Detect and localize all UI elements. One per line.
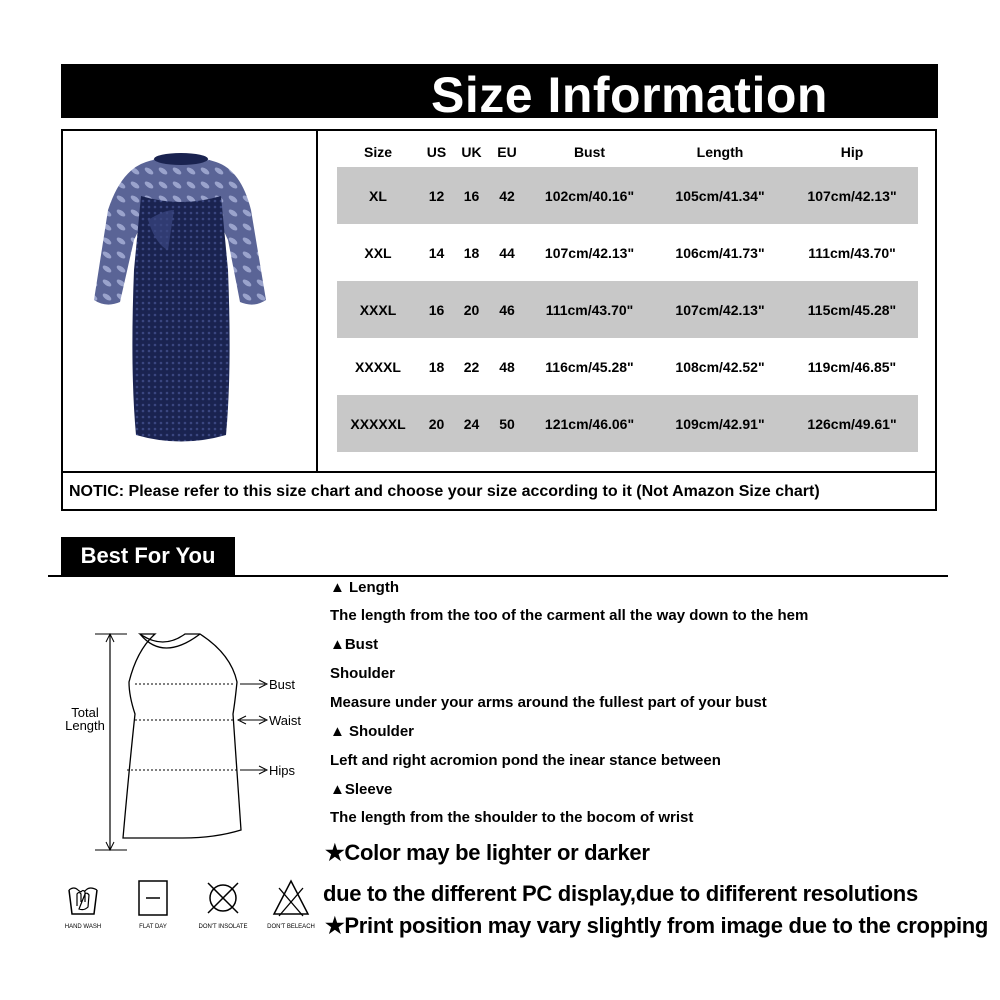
page-title: Size Information xyxy=(431,67,828,123)
column-header: Length xyxy=(696,144,744,160)
table-cell: 12 xyxy=(419,167,454,224)
table-cell: 20 xyxy=(454,281,489,338)
table-cell: 16 xyxy=(419,281,454,338)
print-note: ★Print position may vary slightly from image due to the cropping xyxy=(325,913,989,938)
table-cell: 18 xyxy=(463,244,480,261)
note-shoulder-text: Left and right acromion pond the inear stance between xyxy=(330,752,721,769)
column-header: EU xyxy=(497,144,517,160)
display-note: due to the different PC display,due to dififerent resolutions xyxy=(323,881,918,906)
table-cell: 116cm/45.28" xyxy=(545,358,634,375)
table-cell: 111cm/43.70" xyxy=(808,244,896,261)
table-cell: 14 xyxy=(428,244,445,261)
table-row xyxy=(337,395,918,452)
table-cell: 111cm/43.70" xyxy=(525,281,654,338)
color-note: ★Color may be lighter or darker xyxy=(325,840,650,865)
table-cell: XXXXL xyxy=(355,358,401,375)
note-length-text: The length from the too of the carment all the way down to the hem xyxy=(330,607,809,624)
column-header: US xyxy=(426,144,447,160)
table-row xyxy=(337,281,918,338)
table-cell: 16 xyxy=(454,167,489,224)
table-cell: XL xyxy=(337,167,419,224)
frame-divider-vertical xyxy=(316,129,318,472)
table-cell: 107cm/42.13" xyxy=(654,281,786,338)
measurement-diagram xyxy=(55,620,320,860)
size-table xyxy=(337,137,918,452)
table-cell: XXXXXL xyxy=(337,395,419,452)
waist-label: Waist xyxy=(269,713,302,728)
table-cell: 115cm/45.28" xyxy=(786,281,918,338)
care-item xyxy=(48,878,118,930)
care-item xyxy=(188,878,258,930)
dress-photo xyxy=(86,150,276,450)
table-cell: 102cm/40.16" xyxy=(525,167,654,224)
table-header-row xyxy=(337,137,918,167)
table-row xyxy=(337,224,918,281)
column-header: Bust xyxy=(573,144,606,160)
section-rule xyxy=(48,575,948,577)
table-cell: 24 xyxy=(454,395,489,452)
hand-wash-icon xyxy=(63,878,103,918)
table-cell: 107cm/42.13" xyxy=(786,167,918,224)
note-bust-heading: ▲Bust xyxy=(330,636,379,653)
table-cell: 42 xyxy=(489,167,525,224)
table-cell: 46 xyxy=(489,281,525,338)
column-header: Hip xyxy=(840,144,864,160)
table-row xyxy=(337,167,918,224)
table-row xyxy=(337,338,918,395)
table-cell: 105cm/41.34" xyxy=(654,167,786,224)
care-item xyxy=(118,878,188,930)
total-label: Total xyxy=(71,705,99,720)
table-cell: 121cm/46.06" xyxy=(525,395,654,452)
table-cell: 22 xyxy=(463,358,480,375)
table-cell: XXXL xyxy=(337,281,419,338)
bust-label: Bust xyxy=(269,677,296,692)
flat-dry-icon xyxy=(133,878,173,918)
care-item xyxy=(256,878,326,930)
table-cell: 18 xyxy=(428,358,445,375)
note-shoulder-heading: ▲ Shoulder xyxy=(330,723,415,740)
note-bust-text: Measure under your arms around the fullest part of your bust xyxy=(330,694,767,711)
table-cell: 50 xyxy=(489,395,525,452)
total-length-arrow xyxy=(95,634,127,850)
dress-outline xyxy=(123,634,241,838)
table-cell: 119cm/46.85" xyxy=(807,358,897,375)
table-cell: 20 xyxy=(419,395,454,452)
table-cell: 44 xyxy=(499,244,515,261)
table-cell: 107cm/42.13" xyxy=(544,244,635,261)
table-cell: XXL xyxy=(364,244,392,261)
do-not-tumble-icon xyxy=(203,878,243,918)
length-label: Length xyxy=(65,718,105,733)
care-label: HAND WASH xyxy=(64,924,102,930)
note-shoulder-label: Shoulder xyxy=(330,665,396,682)
section-heading: Best For You xyxy=(61,537,235,575)
care-label: FLAT DAY xyxy=(139,924,167,930)
size-notice: NOTIC: Please refer to this size chart and choose your size according to it (Not Amazon Size chart) xyxy=(69,483,820,500)
table-cell: 108cm/42.52" xyxy=(675,358,765,375)
care-label: DON'T INSOLATE xyxy=(198,924,248,930)
note-sleeve-text: The length from the shoulder to the bocom of wrist xyxy=(330,809,694,826)
column-header: UK xyxy=(461,144,482,160)
column-header: Size xyxy=(363,144,392,160)
frame-divider-horizontal xyxy=(61,471,937,473)
table-cell: 109cm/42.91" xyxy=(654,395,786,452)
title-band xyxy=(61,64,938,123)
table-cell: 48 xyxy=(499,358,515,375)
table-cell: 106cm/41.73" xyxy=(675,244,765,261)
table-cell: 126cm/49.61" xyxy=(786,395,918,452)
care-label: DON'T BELEACH xyxy=(267,924,315,930)
do-not-bleach-icon xyxy=(271,878,311,918)
note-length-heading: ▲ Length xyxy=(330,579,400,596)
note-sleeve-heading: ▲Sleeve xyxy=(330,781,393,798)
hips-label: Hips xyxy=(269,763,296,778)
